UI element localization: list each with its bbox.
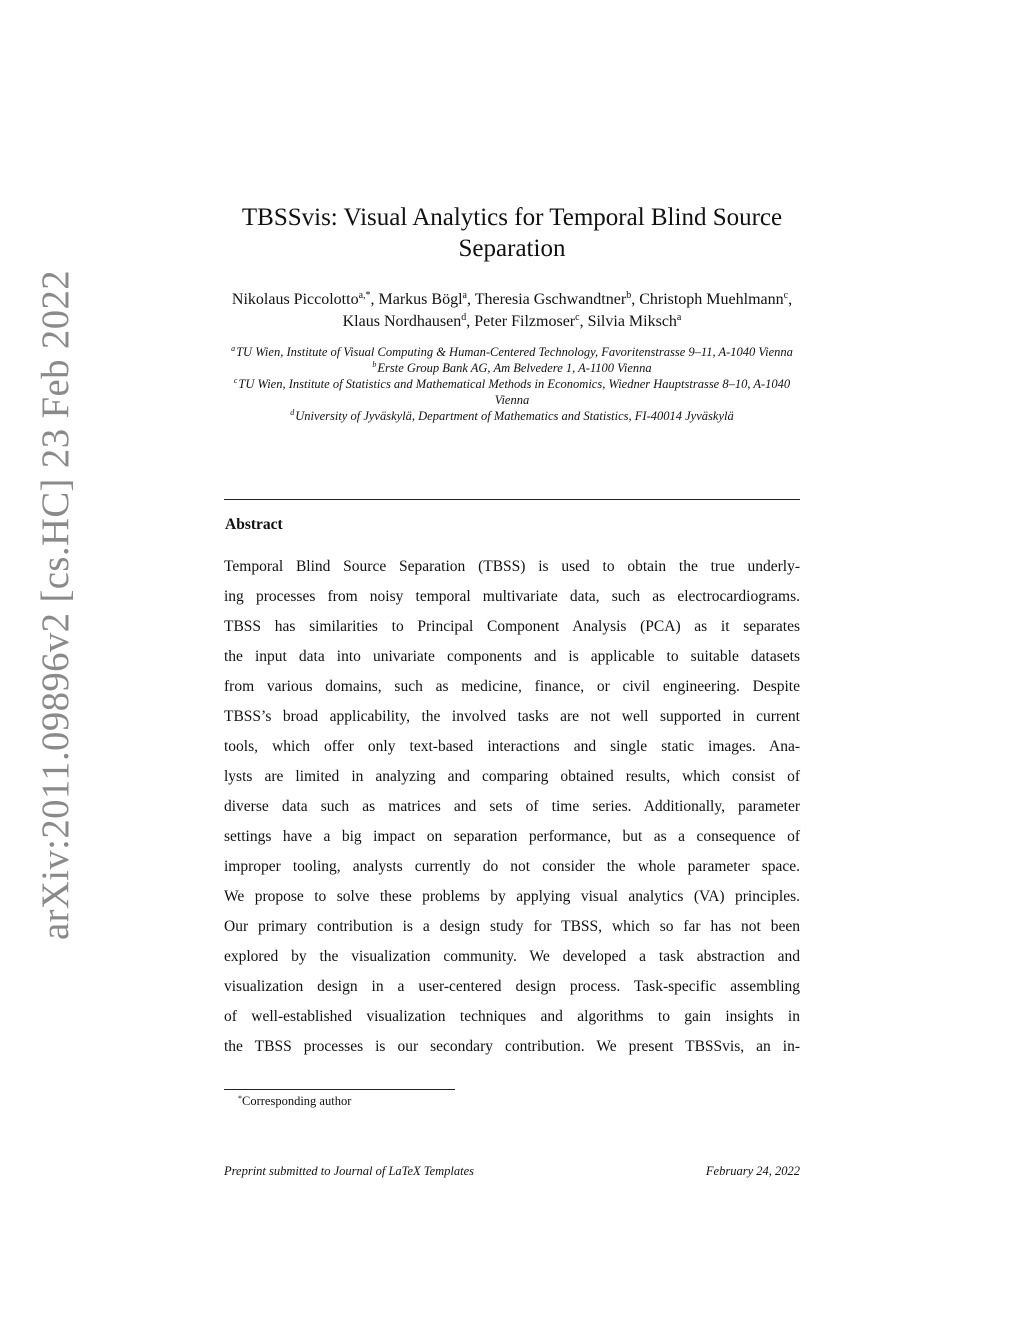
author-affiliation-mark: c — [575, 312, 580, 323]
affiliation-mark: c — [233, 376, 238, 385]
abstract-line: the TBSS processes is our secondary contribution. We present TBSSvis, an in- — [224, 1038, 800, 1055]
author-separator: , — [788, 291, 793, 308]
affiliation-text: TU Wien, Institute of Statistics and Mathematical Methods in Economics, Wiedner Hauptstrasse 8–10, A-1040 Vienna — [238, 377, 791, 407]
affiliation-mark: a — [231, 344, 236, 353]
abstract-line: from various domains, such as medicine, finance, or civil engineering. Despite — [224, 678, 800, 695]
abstract-line: Temporal Blind Source Separation (TBSS) is used to obtain the true underly- — [224, 558, 800, 575]
footnote-text: Corresponding author — [242, 1094, 352, 1108]
author-separator: , — [579, 313, 588, 330]
abstract-line: tools, which offer only text-based interactions and single static images. Ana- — [224, 738, 800, 755]
abstract-line: TBSS has similarities to Principal Component Analysis (PCA) as it separates — [224, 618, 800, 635]
preprint-note: Preprint submitted to Journal of LaTeX Templates — [224, 1164, 475, 1178]
arxiv-identifier-stamp — [30, 265, 80, 945]
author-separator: , — [370, 291, 379, 308]
author — [343, 313, 475, 330]
author-affiliation-mark: c — [783, 290, 789, 301]
abstract-line: diverse data such as matrices and sets of time series. Additionally, parameter — [224, 798, 800, 815]
author-affiliation-mark: d — [461, 312, 467, 323]
author-separator: , — [466, 291, 475, 308]
affiliation — [224, 360, 800, 376]
author-separator: , — [466, 313, 475, 330]
author-name: Markus Bögl — [378, 291, 463, 308]
author-affiliation-mark: a,* — [358, 290, 371, 301]
affiliation-mark: b — [372, 360, 377, 369]
title-line-1: TBSSvis: Visual Analytics for Temporal Blind Source — [241, 204, 783, 231]
title-line-2: Separation — [458, 235, 566, 262]
footnote — [238, 1094, 351, 1109]
footnote-rule — [224, 1089, 455, 1090]
affiliation — [224, 408, 800, 424]
abstract-line: lysts are limited in analyzing and comparing obtained results, which consist of — [224, 768, 800, 785]
author-affiliation-mark: a — [676, 312, 682, 323]
paper-title — [224, 202, 800, 264]
abstract-line: ing processes from noisy temporal multivariate data, such as electrocardiograms. — [224, 588, 800, 605]
affiliation-text: Erste Group Bank AG, Am Belvedere 1, A-1100 Vienna — [377, 361, 652, 375]
affiliation-list — [224, 344, 800, 424]
affiliation — [224, 376, 800, 408]
abstract-line: We propose to solve these problems by applying visual analytics (VA) principles. — [224, 888, 800, 905]
author — [475, 291, 640, 308]
arxiv-stamp-svg — [30, 265, 80, 945]
author — [588, 313, 682, 330]
affiliation-text: TU Wien, Institute of Visual Computing & Human-Centered Technology, Favoritenstrasse 9–11, A-1040 Vienna — [236, 345, 793, 359]
author-affiliation-mark: b — [626, 290, 632, 301]
affiliation-mark: d — [290, 408, 295, 417]
author — [639, 291, 792, 308]
abstract-line: the input data into univariate components and is applicable to suitable datasets — [224, 648, 800, 665]
author-name: Silvia Miksch — [587, 313, 677, 330]
affiliation-text: University of Jyväskylä, Department of Mathematics and Statistics, FI-40014 Jyväskylä — [295, 409, 734, 423]
author-name: Theresia Gschwandtner — [474, 291, 627, 308]
abstract-heading: Abstract — [225, 516, 283, 533]
abstract-line: of well-established visualization techniques and algorithms to gain insights in — [224, 1008, 800, 1025]
author-affiliation-mark: a — [462, 290, 467, 301]
author — [232, 291, 379, 308]
author-name: Nikolaus Piccolotto — [231, 291, 359, 308]
author-separator: , — [631, 291, 640, 308]
abstract-line: explored by the visualization community. We developed a task abstraction and — [224, 948, 800, 965]
author — [379, 291, 475, 308]
abstract-line: Our primary contribution is a design study for TBSS, which so far has not been — [224, 918, 800, 935]
submission-date: February 24, 2022 — [705, 1164, 800, 1178]
abstract-line: visualization design in a user-centered design process. Task-specific assembling — [224, 978, 800, 995]
author-list — [224, 289, 800, 333]
abstract-line: improper tooling, analysts currently do not consider the whole parameter space. — [224, 858, 800, 875]
author-name: Klaus Nordhausen — [342, 313, 462, 330]
abstract-body — [224, 555, 800, 1065]
footnote-mark: * — [238, 1094, 242, 1103]
abstract-line: settings have a big impact on separation performance, but as a consequence of — [224, 828, 800, 845]
author-name: Christoph Muehlmann — [639, 291, 784, 308]
author — [474, 313, 587, 330]
author-name: Peter Filzmoser — [474, 313, 576, 330]
affiliation — [224, 344, 800, 360]
abstract-line: TBSS’s broad applicability, the involved tasks are not well supported in current — [224, 708, 800, 725]
abstract-top-rule — [224, 499, 800, 500]
arxiv-identifier-text: arXiv:2011.09896v2 [cs.HC] 23 Feb 2022 — [34, 265, 77, 940]
